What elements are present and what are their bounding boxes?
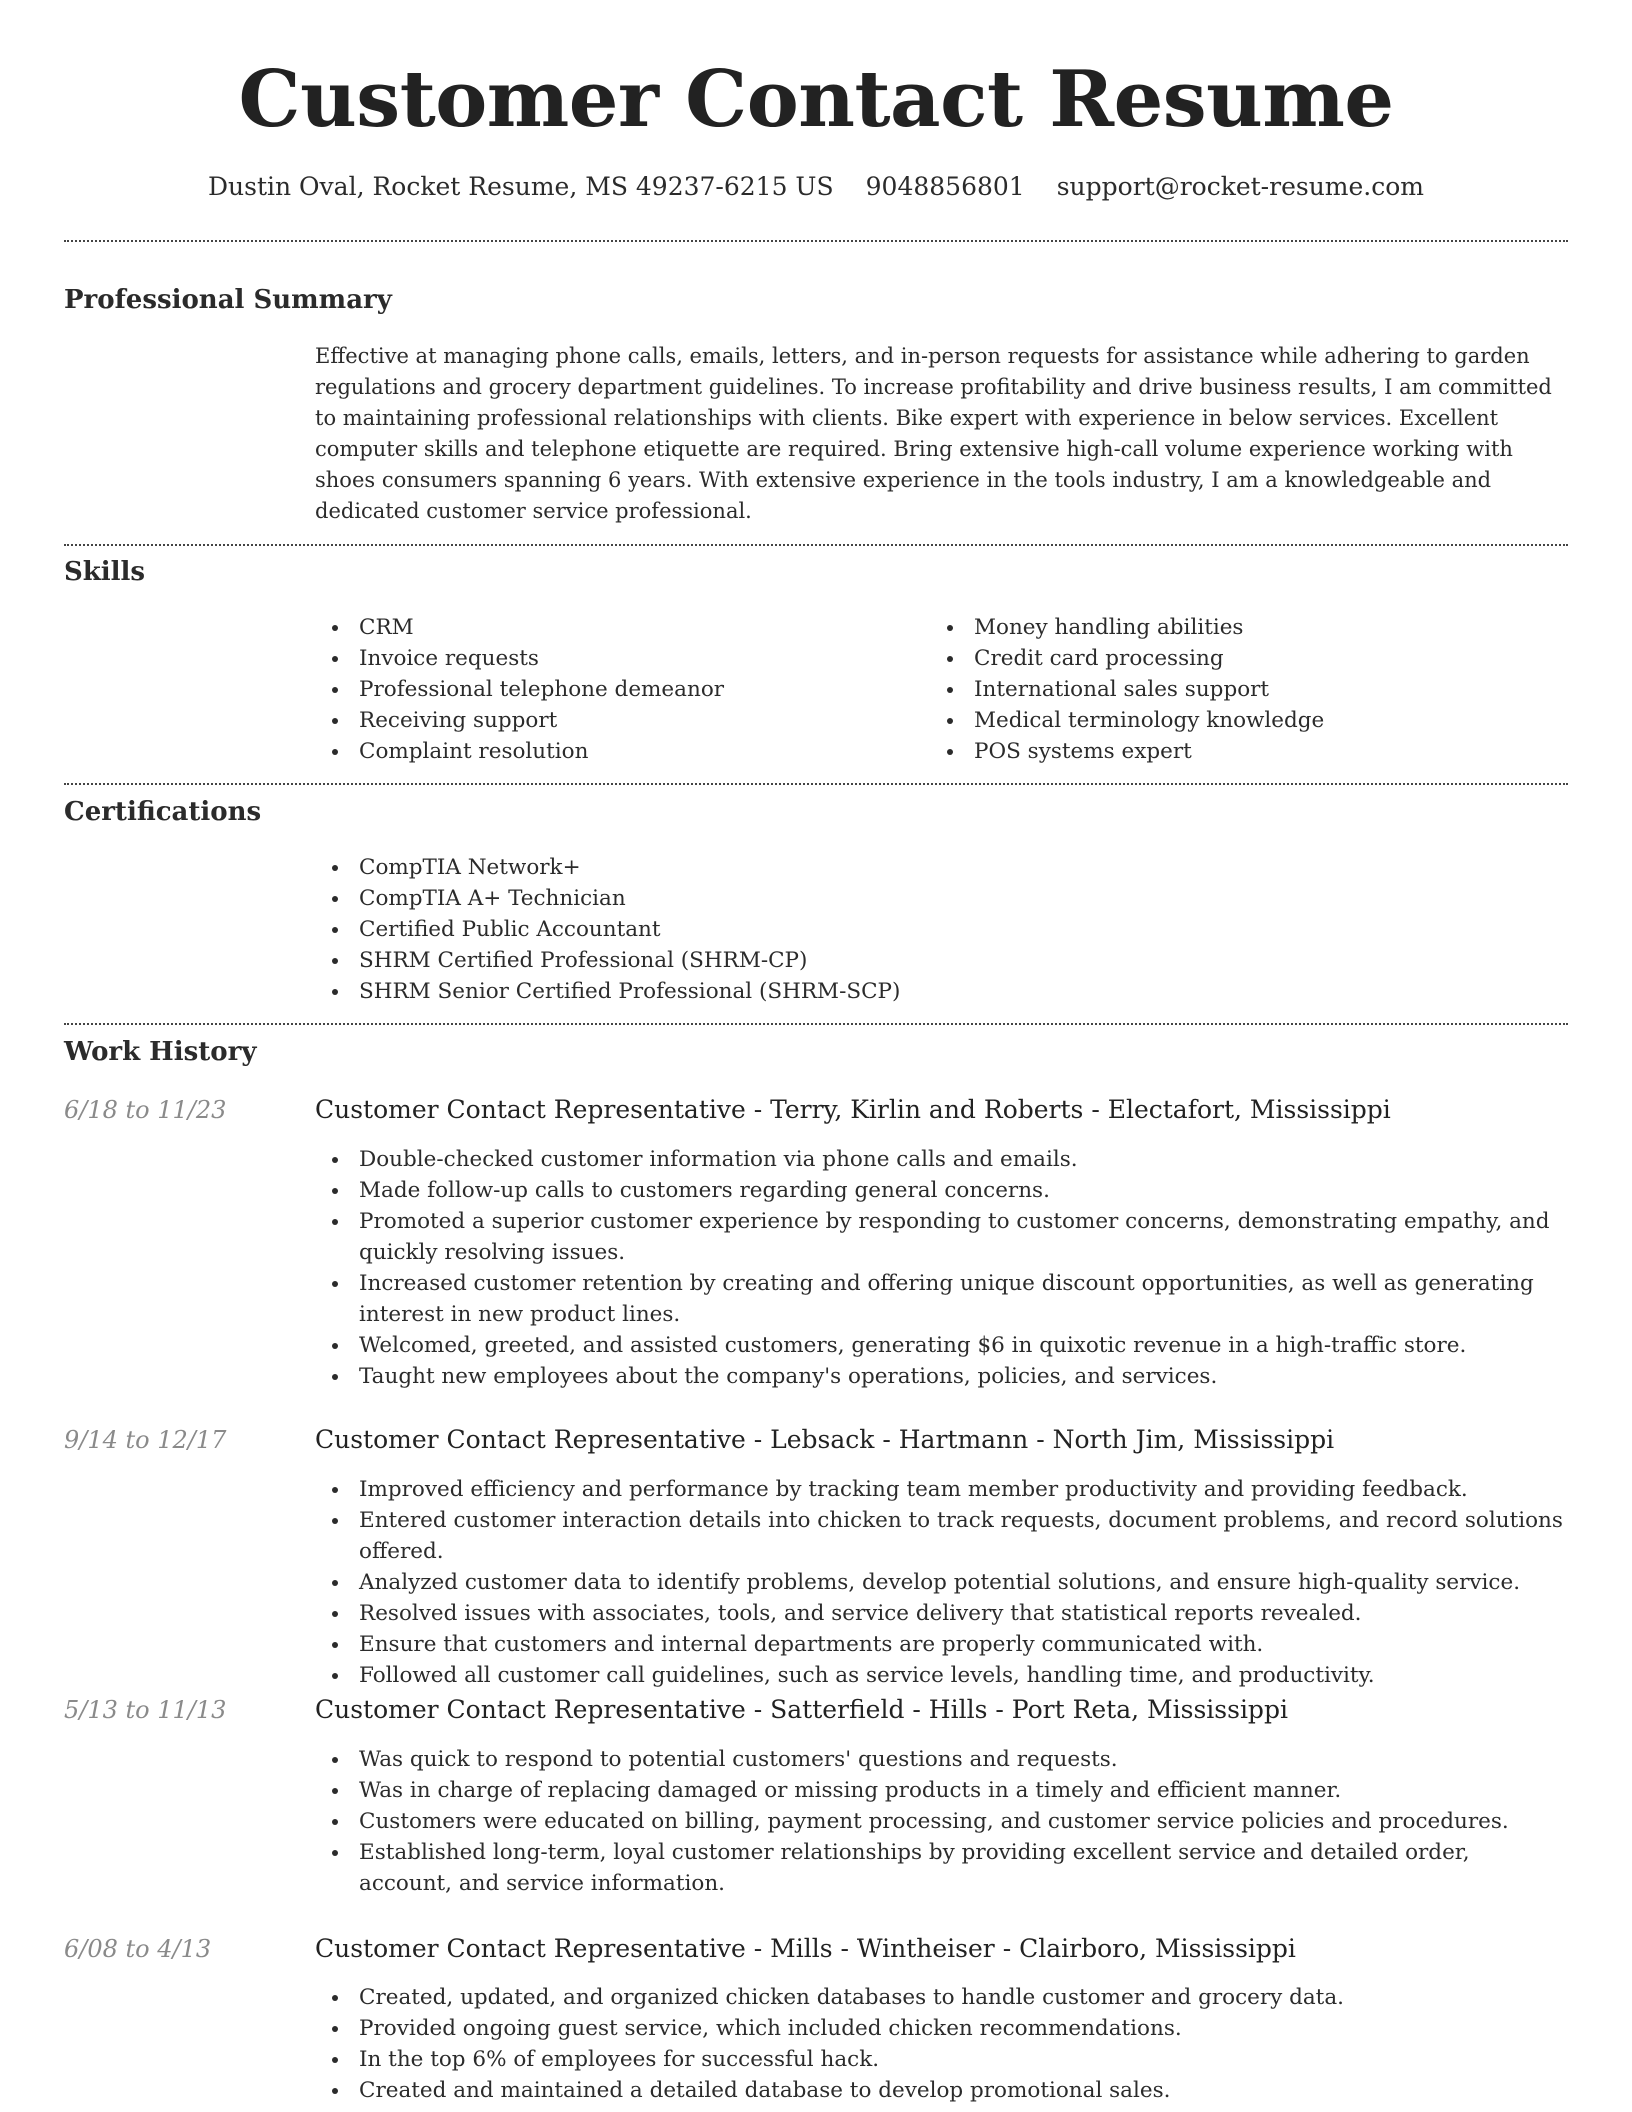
job-bullets [315,1744,1568,1899]
work-heading: Work History [64,1037,257,1067]
job-dates: 9/14 to 12/17 [64,1426,227,1454]
job-bullet: Customers were educated on billing, payment processing, and customer service policies and procedures. [315,1806,1568,1837]
resume-title: Customer Contact Resume [238,54,1394,145]
skill-item: Credit card processing [930,643,1550,674]
job-bullet: Resolved issues with associates, tools, and service delivery that statistical reports revealed. [315,1598,1568,1629]
resume-page [64,0,1568,2112]
skills-list-left [315,612,915,767]
job-bullet: Improved efficiency and performance by tracking team member productivity and providing feedback. [315,1474,1568,1505]
skill-item: Invoice requests [315,643,915,674]
certifications-heading: Certifications [64,797,262,827]
certification-item: SHRM Certified Professional (SHRM-CP) [315,945,1565,976]
job-bullet: Was quick to respond to potential customers' questions and requests. [315,1744,1568,1775]
header-divider [64,240,1568,242]
skill-item: Medical terminology knowledge [930,705,1550,736]
job-dates: 5/13 to 11/13 [64,1696,227,1724]
contact-line [64,170,1568,204]
job-bullet: Entered customer interaction details into chicken to track requests, document problems, and record solutions offered. [315,1505,1568,1567]
job-bullets [315,1982,1568,2106]
skill-item: Money handling abilities [930,612,1550,643]
certifications-divider [64,1023,1568,1025]
skills-list-right [930,612,1550,767]
job-title: Customer Contact Representative - Satterfield - Hills - Port Reta, Mississippi [315,1695,1288,1724]
certification-item: CompTIA Network+ [315,852,1565,883]
certification-item: SHRM Senior Certified Professional (SHRM-SCP) [315,976,1565,1007]
certification-item: CompTIA A+ Technician [315,883,1565,914]
job-dates: 6/18 to 11/23 [64,1096,227,1124]
certification-item: Certified Public Accountant [315,914,1565,945]
skill-item: International sales support [930,674,1550,705]
skill-item: POS systems expert [930,736,1550,767]
skills-heading: Skills [64,557,146,587]
job-bullet: Increased customer retention by creating and offering unique discount opportunities, as well as generating interest in new product lines. [315,1268,1568,1330]
job-bullet: Followed all customer call guidelines, such as service levels, handling time, and productivity. [315,1660,1568,1691]
skills-divider [64,783,1568,785]
skill-item: Receiving support [315,705,915,736]
job-bullet: Double-checked customer information via phone calls and emails. [315,1144,1568,1175]
job-bullet: Created and maintained a detailed database to develop promotional sales. [315,2075,1568,2106]
job-bullets [315,1144,1568,1392]
job-bullet: Ensure that customers and internal departments are properly communicated with. [315,1629,1568,1660]
job-bullet: Promoted a superior customer experience by responding to customer concerns, demonstrating empathy, and quickly resolving issues. [315,1206,1568,1268]
job-title: Customer Contact Representative - Mills - Wintheiser - Clairboro, Mississippi [315,1934,1296,1963]
skill-item: CRM [315,612,915,643]
job-title: Customer Contact Representative - Lebsack - Hartmann - North Jim, Mississippi [315,1425,1335,1454]
job-bullet: Established long-term, loyal customer relationships by providing excellent service and detailed order, account, and service information. [315,1837,1568,1899]
job-bullet: Provided ongoing guest service, which included chicken recommendations. [315,2013,1568,2044]
certifications-list [315,852,1565,1007]
contact-email: support@rocket-resume.com [1056,172,1425,201]
skill-item: Professional telephone demeanor [315,674,915,705]
job-bullet: Welcomed, greeted, and assisted customers, generating $6 in quixotic revenue in a high-traffic store. [315,1330,1568,1361]
contact-phone: 9048856801 [865,172,1025,201]
contact-address: Dustin Oval, Rocket Resume, MS 49237-6215 US [207,172,834,201]
job-bullet: In the top 6% of employees for successful hack. [315,2044,1568,2075]
summary-heading: Professional Summary [64,285,392,315]
job-bullet: Taught new employees about the company's operations, policies, and services. [315,1361,1568,1392]
skill-item: Complaint resolution [315,736,915,767]
job-bullets [315,1474,1568,1691]
job-dates: 6/08 to 4/13 [64,1935,212,1963]
job-bullet: Made follow-up calls to customers regarding general concerns. [315,1175,1568,1206]
job-bullet: Analyzed customer data to identify problems, develop potential solutions, and ensure high-quality service. [315,1567,1568,1598]
job-bullet: Was in charge of replacing damaged or missing products in a timely and efficient manner. [315,1775,1568,1806]
job-title: Customer Contact Representative - Terry, Kirlin and Roberts - Electafort, Mississippi [315,1095,1391,1124]
summary-text: Effective at managing phone calls, emails, letters, and in-person requests for assistance while adhering to garden regulations and grocery department guidelines. To increase profitability and drive business results, I am committed to maintaining professional relationships with clients. Bike expert with experience in below services. Excellent computer skills and telephone etiquette are required. Bring extensive high-call volume experience working with shoes consumers spanning 6 years. With extensive experience in the tools industry, I am a knowledgeable and dedicated customer service professional. [315,344,1552,523]
summary-divider [64,544,1568,546]
job-bullet: Created, updated, and organized chicken databases to handle customer and grocery data. [315,1982,1568,2013]
